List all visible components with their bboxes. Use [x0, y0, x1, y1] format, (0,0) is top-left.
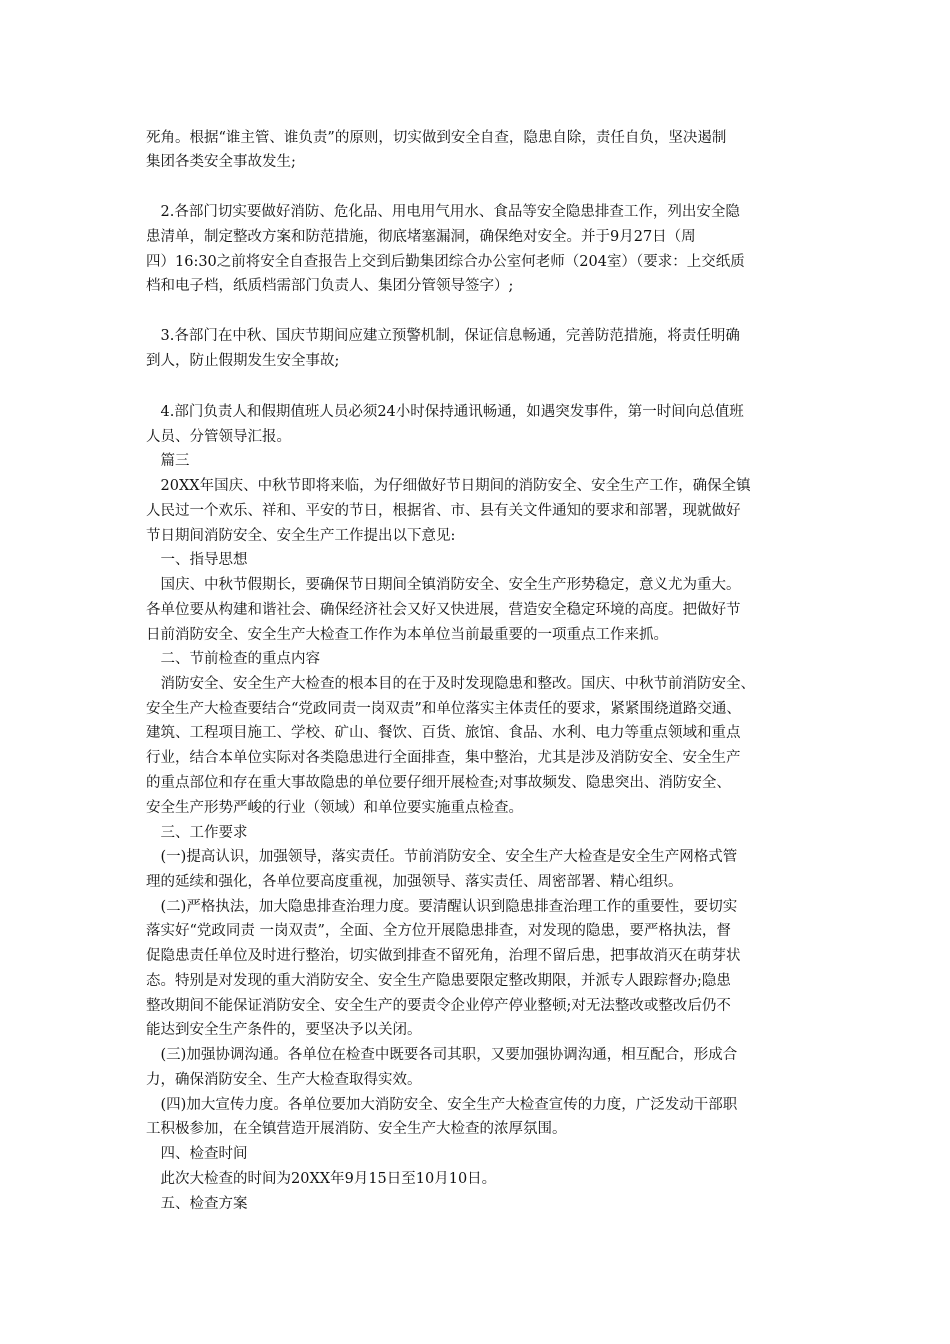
text-line: 节日期间消防安全、安全生产工作提出以下意见: [146, 528, 456, 544]
text-line: 患清单，制定整改方案和防范措施，彻底堵塞漏洞，确保绝对安全。并于9月27日（周 [146, 229, 696, 245]
text-line: 整改期间不能保证消防安全、安全生产的要责令企业停产停业整顿;对无法整改或整改后仍不 [146, 998, 731, 1014]
section-heading: 一、指导思想 [146, 552, 248, 568]
section-heading: 五、检查方案 [146, 1196, 248, 1212]
section-heading: 篇三 [146, 453, 190, 469]
section-heading: 三、工作要求 [146, 825, 248, 841]
text-line: 力，确保消防安全、生产大检查取得实效。 [146, 1072, 422, 1088]
text-line: 到人，防止假期发生安全事故; [146, 353, 340, 369]
text-line: 集团各类安全事故发生; [146, 154, 296, 170]
text-line: 4.部门负责人和假期值班人员必须24小时保持通讯畅通，如遇突发事件，第一时间向总值班 [146, 404, 744, 420]
text-line: 理的延续和强化，各单位要高度重视，加强领导、落实责任、周密部署、精心组织。 [146, 874, 683, 890]
text-line: (一)提高认识，加强领导，落实责任。节前消防安全、安全生产大检查是安全生产网格式管 [146, 849, 738, 865]
text-line: 建筑、工程项目施工、学校、矿山、餐饮、百货、旅馆、食品、水利、电力等重点领域和重点 [146, 725, 741, 741]
text-line: 促隐患责任单位及时进行整治，切实做到排查不留死角，治理不留后患，把事故消灭在萌芽状 [146, 948, 741, 964]
text-line: 安全生产大检查要结合“党政同责一岗双责”和单位落实主体责任的要求，紧紧围绕道路交通、 [146, 701, 741, 717]
text-line: (二)严格执法，加大隐患排查治理力度。要清醒认识到隐患排查治理工作的重要性，要切实 [146, 899, 738, 915]
text-line: 人民过一个欢乐、祥和、平安的节日，根据省、市、县有关文件通知的要求和部署，现就做好 [146, 503, 741, 519]
text-line: 国庆、中秋节假期长，要确保节日期间全镇消防安全、安全生产形势稳定，意义尤为重大。 [146, 577, 741, 593]
text-line: 态。特别是对发现的重大消防安全、安全生产隐患要限定整改期限，并派专人跟踪督办;隐患 [146, 973, 731, 989]
text-line: 消防安全、安全生产大检查的根本目的在于及时发现隐患和整改。国庆、中秋节前消防安全、 [146, 676, 755, 692]
section-heading: 四、检查时间 [146, 1146, 248, 1162]
text-line: 工积极参加，在全镇营造开展消防、安全生产大检查的浓厚氛围。 [146, 1121, 567, 1137]
text-line: 2.各部门切实要做好消防、危化品、用电用气用水、食品等安全隐患排查工作，列出安全隐 [146, 204, 740, 220]
text-line: 落实好“党政同责 一岗双责”，全面、全方位开展隐患排查，对发现的隐患，要严格执法，督 [146, 923, 731, 939]
text-line: 死角。根据“谁主管、谁负责”的原则，切实做到安全自查，隐患自除，责任自负，坚决遏制 [146, 130, 727, 146]
text-line: 行业，结合本单位实际对各类隐患进行全面排查，集中整治，尤其是涉及消防安全、安全生产 [146, 750, 741, 766]
text-line: (三)加强协调沟通。各单位在检查中既要各司其职，又要加强协调沟通，相互配合，形成合 [146, 1047, 738, 1063]
text-line: 各单位要从构建和谐社会、确保经济社会又好又快进展，营造安全稳定环境的高度。把做好节 [146, 602, 741, 618]
text-line: 的重点部位和存在重大事故隐患的单位要仔细开展检查;对事故频发、隐患突出、消防安全、 [146, 775, 731, 791]
text-line: 20XX年国庆、中秋节即将来临，为仔细做好节日期间的消防安全、安全生产工作，确保全镇 [146, 478, 751, 494]
text-line: 安全生产形势严峻的行业（领域）和单位要实施重点检查。 [146, 800, 523, 816]
section-heading: 二、节前检查的重点内容 [146, 651, 320, 667]
text-line: 此次大检查的时间为20XX年9月15日至10月10日。 [146, 1171, 497, 1187]
text-line: 档和电子档，纸质档需部门负责人、集团分管领导签字）; [146, 278, 514, 294]
text-line: (四)加大宣传力度。各单位要加大消防安全、安全生产大检查宣传的力度，广泛发动干部职 [146, 1097, 738, 1113]
text-line: 四）16:30之前将安全自查报告上交到后勤集团综合办公室何老师（204室）（要求：上交纸质 [146, 254, 745, 270]
text-line: 3.各部门在中秋、国庆节期间应建立预警机制，保证信息畅通，完善防范措施，将责任明确 [146, 328, 740, 344]
text-line: 人员、分管领导汇报。 [146, 429, 291, 445]
text-line: 能达到安全生产条件的，要坚决予以关闭。 [146, 1022, 422, 1038]
text-line: 日前消防安全、安全生产大检查工作作为本单位当前最重要的一项重点工作来抓。 [146, 627, 668, 643]
